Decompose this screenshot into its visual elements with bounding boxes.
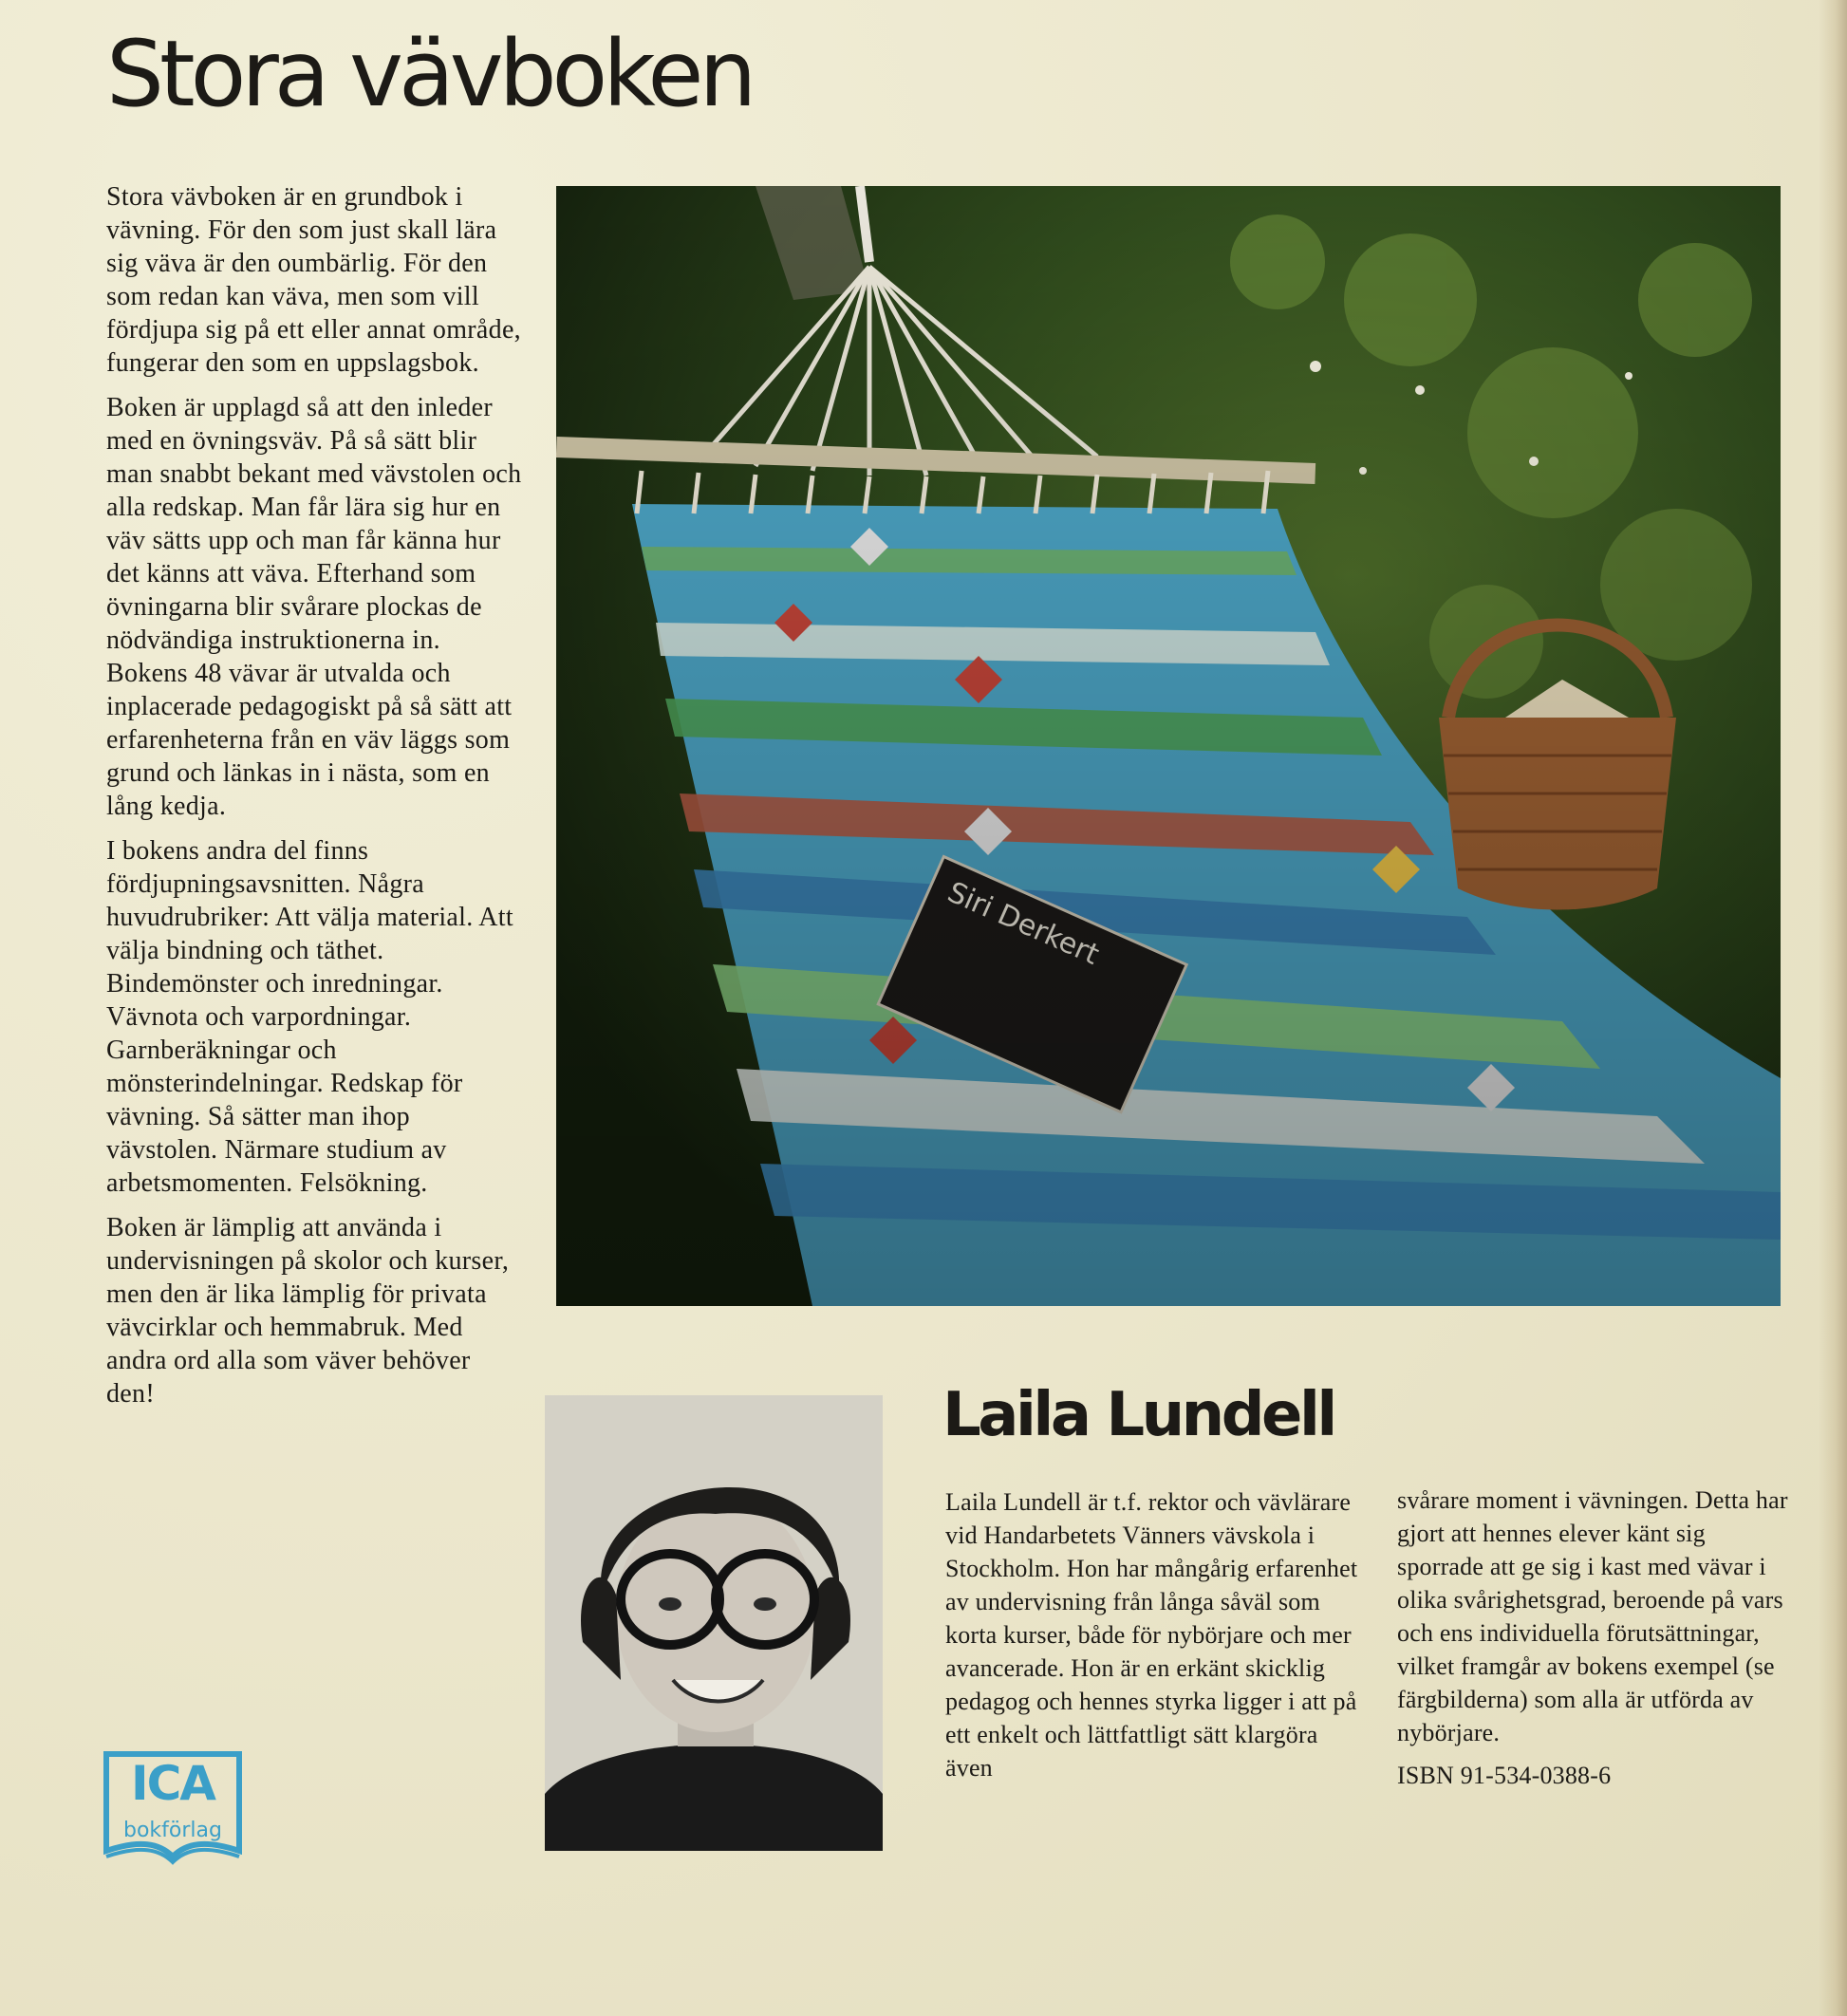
intro-paragraph: I bokens andra del finns fördjupningsavsnitten. Några huvudrubriker: Att välja material. Att välja bindning och täthet. Bindemönster och inredningar. Vävnota och varpordningar. Garnberäkningar och mönsterindelningar. Redskap för vävning. Så sätter man ihop vävstolen. Närmare studium av arbetsmomenten. Felsökning. — [106, 836, 513, 1198]
intro-text — [106, 180, 524, 1422]
intro-paragraph: Boken är upplagd så att den inleder med en övningsväv. På så sätt blir man snabbt bekant med vävstolen och alla redskap. Man får lära sig hur en väv sätts upp och man får känna hur det känns att väva. Efterhand som övningarna blir svårare plockas de nödvändiga instruktionerna in. Bokens 48 vävar är utvalda och inplacerade pedagogiskt på så sätt att erfarenheterna från en väv läggs som grund och länkas in i nästa, som en lång kedja. — [106, 393, 522, 821]
author-bio-text: svårare moment i vävningen. Detta har gjort att hennes elever känt sig sporrade att ge sig i kast med vävar i olika svårighetsgrad, beroende på vars och ens individuella förutsättningar, vilket framgår av bokens exempel (se färgbilderna) som alla är utförda av nybörjare. — [1397, 1486, 1788, 1746]
isbn: ISBN 91-534-0388-6 — [1397, 1762, 1612, 1789]
cover-edge — [1819, 0, 1847, 2016]
logo-subtitle: bokförlag — [123, 1819, 222, 1842]
author-bio-column-1: Laila Lundell är t.f. rektor och vävlärare vid Handarbetets Vänners vävskola i Stockholm. Hon har mångårig erfarenhet av undervisning från långa såväl som korta kurser, både för nybörjare och mer avancerade. Hon är en erkänt skicklig pedagog och hennes styrka ligger i att på ett enkelt och lättfattligt sätt klargöra även — [945, 1488, 1358, 1782]
publisher-logo — [101, 1745, 245, 1866]
intro-paragraph: Stora vävboken är en grundbok i vävning. För den som just skall lära sig väva är den oumbärlig. För den som redan kan väva, men som vill fördjupa sig på ett eller annat område, fungerar den som en uppslagsbok. — [106, 182, 521, 378]
intro-paragraph: Boken är lämplig att använda i undervisningen på skolor och kurser, men den är lika lämplig för privata vävcirklar och hemmabruk. Med andra ord alla som väver behöver den! — [106, 1213, 510, 1409]
book-title: Stora vävboken — [106, 21, 753, 127]
author-bio-column-2 — [1397, 1484, 1796, 1792]
logo-wordmark: ICA — [131, 1756, 215, 1811]
author-photo — [545, 1395, 883, 1851]
hammock-photo — [556, 186, 1781, 1306]
author-name: Laila Lundell — [942, 1380, 1334, 1450]
